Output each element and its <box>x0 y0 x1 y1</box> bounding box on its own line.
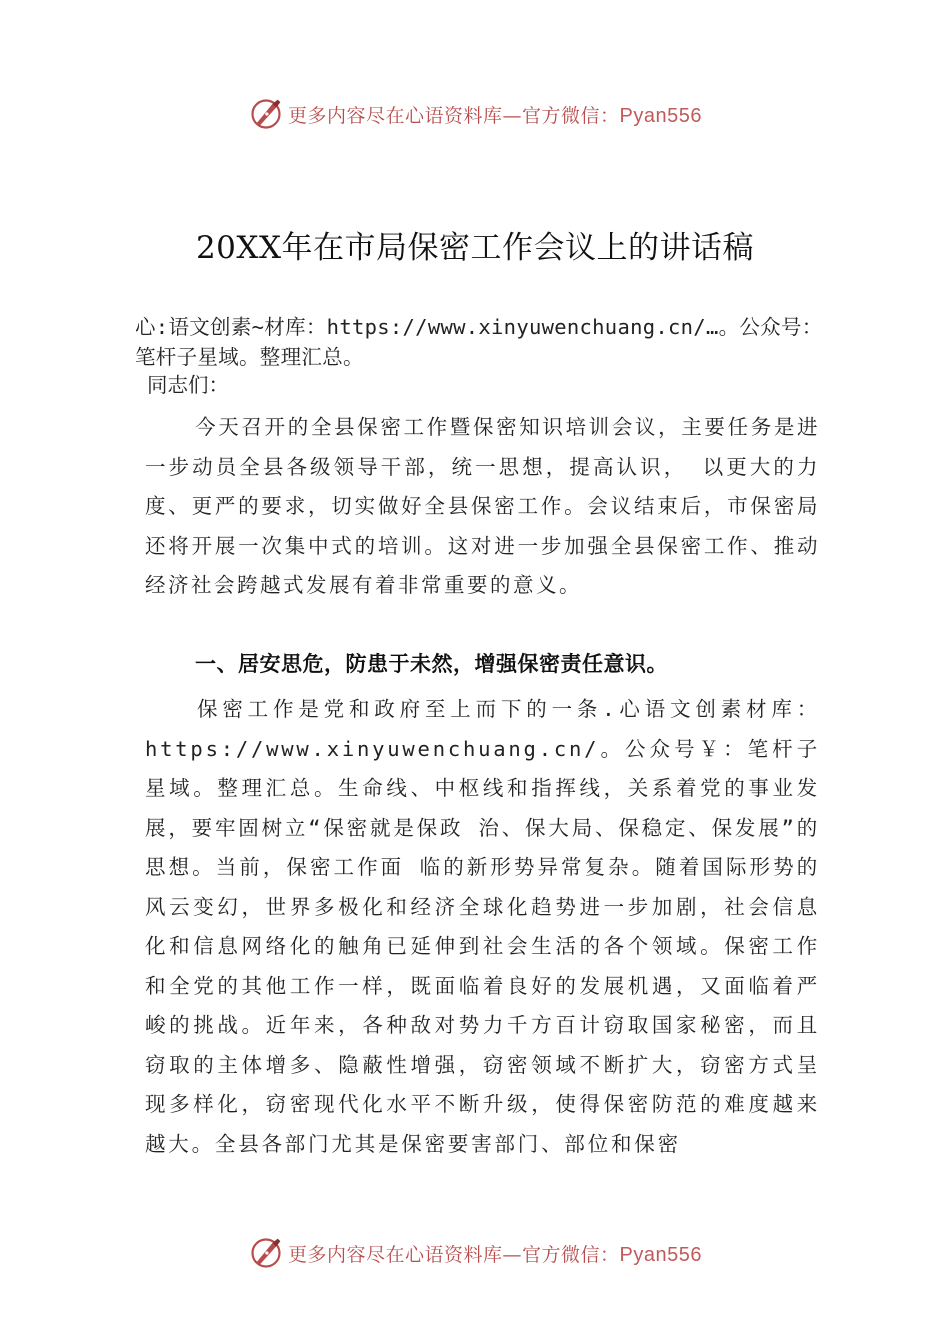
paragraph-1-text: 今天召开的全县保密工作暨保密知识培训会议，主要任务是进一步动员全县各级领导干部，统一思想，提高认识， 以更大的力度、更严的要求，切实做好全县保密工作。会议结束后，市保密局还将开展一次集中式的培训。这对进一步加强全县保密工作、推动经济社会跨越式发展有着非常重要的意义。 <box>145 415 820 597</box>
greeting: 同志们： <box>147 373 229 397</box>
source-note: 心:语文创素~材库：https://www.xinyuwenchuang.cn/…。公众号：笔杆子星域。整理汇总。 <box>135 315 823 369</box>
wechat-id: Pyan556 <box>619 104 702 127</box>
pen-nib-logo-icon <box>248 1235 284 1271</box>
brand-slogan <box>288 101 702 128</box>
footer-watermark <box>0 1233 950 1273</box>
wechat-id: Pyan556 <box>619 1243 702 1266</box>
paragraph-2-text: 保密工作是党和政府至上而下的一条.心语文创素材库：https://www.xinyuwenchuang.cn/。公众号￥：笔杆子星域。整理汇总。生命线、中枢线和指挥线，关系着党的事业发展，要牢固树立“保密就是保政 治、保大局、保稳定、保发展”的思想。当前，保密工作面 临的新形势异常复杂。随着国际形势的风云变幻，世界多极化和经济全球化趋势进一步加剧，社会信息化和信息网络化的触角已延伸到社会生活的各个领域。保密工作和全党的其他工作一样，既面临着良好的发展机遇，又面临着严峻的挑战。近年来，各种敌对势力千方百计窃取国家秘密，而且窃取的主体增多、隐蔽性增强，窃密领域不断扩大，窃密方式呈现多样化，窃密现代化水平不断升级，使得保密防范的难度越来越大。全县各部门尤其是保密要害部门、部位和保密 <box>145 697 820 1156</box>
pen-nib-logo-icon <box>248 96 284 132</box>
section-heading-1: 一、居安思危，防患于未然，增强保密责任意识。 <box>195 652 668 676</box>
brand-slogan <box>288 1240 702 1267</box>
document-title: 20XX年在市局保密工作会议上的讲话稿 <box>195 230 755 266</box>
paragraph-1 <box>145 408 820 606</box>
paragraph-2 <box>145 690 820 1164</box>
brand-slogan-cn: 更多内容尽在心语资料库—官方微信： <box>288 1243 620 1266</box>
brand-slogan-cn: 更多内容尽在心语资料库—官方微信： <box>288 104 620 127</box>
header-watermark <box>0 94 950 134</box>
